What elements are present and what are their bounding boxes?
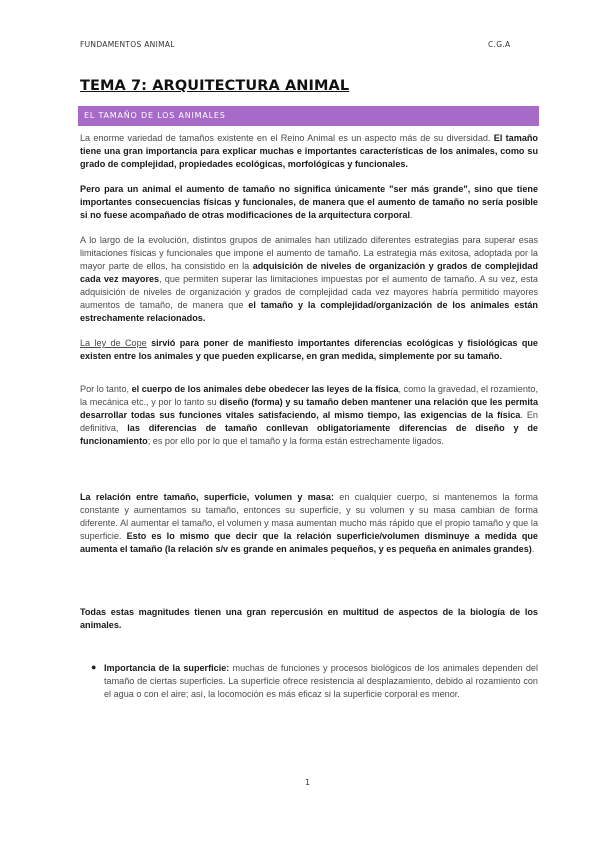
paragraph-size-consequences: [80, 183, 538, 222]
text-run: , como la gravedad, el rozamiento, la mecánica etc., y por lo tanto su: [80, 384, 539, 407]
list-item-surface-importance: [104, 662, 538, 701]
text-run-bold: Importancia de la superficie:: [104, 663, 230, 673]
text-run: ; es por ello por lo que el tamaño y la forma están estrechamente ligados.: [147, 436, 444, 446]
text-run: en cualquier cuerpo, si mantenemos la forma constante y aumentamos su tamaño, entonces su superficie, y su volumen y su masa cambian de forma diferente. Al aumentar el tamaño, el volumen y masa aumentan mucho más rápido que el propio tamaño y que la superficie.: [80, 492, 538, 541]
text-run-bold: Esto es lo mismo que decir que la relación superficie/volumen disminuye a medida que aumenta el tamaño (la relación s/v es grande en animales pequeños, y es pequeña en animales grandes): [80, 531, 538, 554]
text-run-bold: El tamaño tiene una gran importancia para explicar muchas e importantes características de los animales, como su grado de complejidad, propiedades ecológicas, morfológicas y funcionales.: [80, 133, 538, 169]
text-run-bold: las diferencias de tamaño conllevan obligatoriamente diferencias de diseño y de funcionamiento: [80, 423, 538, 446]
page-number: 1: [305, 778, 311, 787]
header-course-title: FUNDAMENTOS ANIMAL: [80, 40, 175, 49]
text-run: Por lo tanto,: [80, 384, 132, 394]
text-run-bold: adquisición de niveles de organización y grados de complejidad cada vez mayores: [80, 261, 539, 284]
paragraph-magnitudes: [80, 606, 538, 632]
paragraph-physics-laws: [80, 383, 538, 448]
text-run-bold: La relación entre tamaño, superficie, volumen y masa:: [80, 492, 334, 502]
paragraph-cope-law: [80, 337, 538, 363]
text-run-bold: el cuerpo de los animales debe obedecer las leyes de la física: [131, 384, 399, 394]
paragraph-intro: [80, 132, 538, 171]
text-run: .: [410, 210, 413, 220]
section-heading-label: EL TAMAÑO DE LOS ANIMALES: [84, 111, 226, 120]
text-run-bold: Pero para un animal el aumento de tamaño no significa únicamente "ser más grande", sino que tiene importantes consecuencias físicas y funcionales, de manera que el aumento de tamaño no sería posible si no fuese acompañado de otras modificaciones de la arquitectura corporal: [80, 184, 538, 220]
paragraph-evolution: [80, 234, 538, 325]
text-run-bold: sirvió para poner de manifiesto importantes diferencias ecológicas y fisiológicas que existen entre los animales y que pueden explicarse, en gran medida, simplemente por su tamaño.: [80, 338, 538, 361]
header-author-initials: C.G.A: [488, 40, 511, 49]
page-title: TEMA 7: ARQUITECTURA ANIMAL: [80, 78, 350, 94]
text-run-bold: diseño (forma) y su tamaño deben mantener una relación que les permita desarrollar todas sus funciones vitales satisfaciendo, al mismo tiempo, las exigencias de la física: [80, 397, 538, 420]
text-run-bold: Todas estas magnitudes tienen una gran repercusión en multitud de aspectos de la biología de los animales.: [80, 607, 538, 630]
text-run: muchas de funciones y procesos biológicos de los animales dependen del tamaño de ciertas superficies. La superficie ofrece resistencia al desplazamiento, debido al rozamiento con el agua o con el aire; así, la locomoción es más eficaz si la superficie corporal es menor.: [104, 663, 538, 699]
section-heading-bar: [78, 106, 539, 126]
paragraph-surface-volume: [80, 491, 538, 556]
text-run: , que permiten superar las limitaciones impuestas por el aumento de tamaño. A su vez, esta adquisición de niveles de organización y grados de complejidad cada vez mayores habría permitido mayores aumentos de tamaño, de manera que: [80, 274, 538, 310]
bullet-dot-icon: ●: [91, 662, 97, 672]
text-run: La enorme variedad de tamaños existente en el Reino Animal es un aspecto más de su diversidad.: [80, 133, 494, 143]
text-run: A lo largo de la evolución, distintos grupos de animales han utilizado diferentes estrategias para superar esas limitaciones físicas y funcionales que impone el aumento de tamaño. La estrategia más exitosa, adoptada por la mayor parte de ellos, ha consistido en la: [80, 235, 538, 271]
text-run: .: [531, 544, 535, 554]
text-run: . En definitiva,: [80, 410, 538, 433]
text-run-underlined: La ley de Cope: [80, 338, 147, 348]
text-run-bold: el tamaño y la complejidad/organización de los animales están estrechamente relacionados.: [80, 300, 538, 323]
